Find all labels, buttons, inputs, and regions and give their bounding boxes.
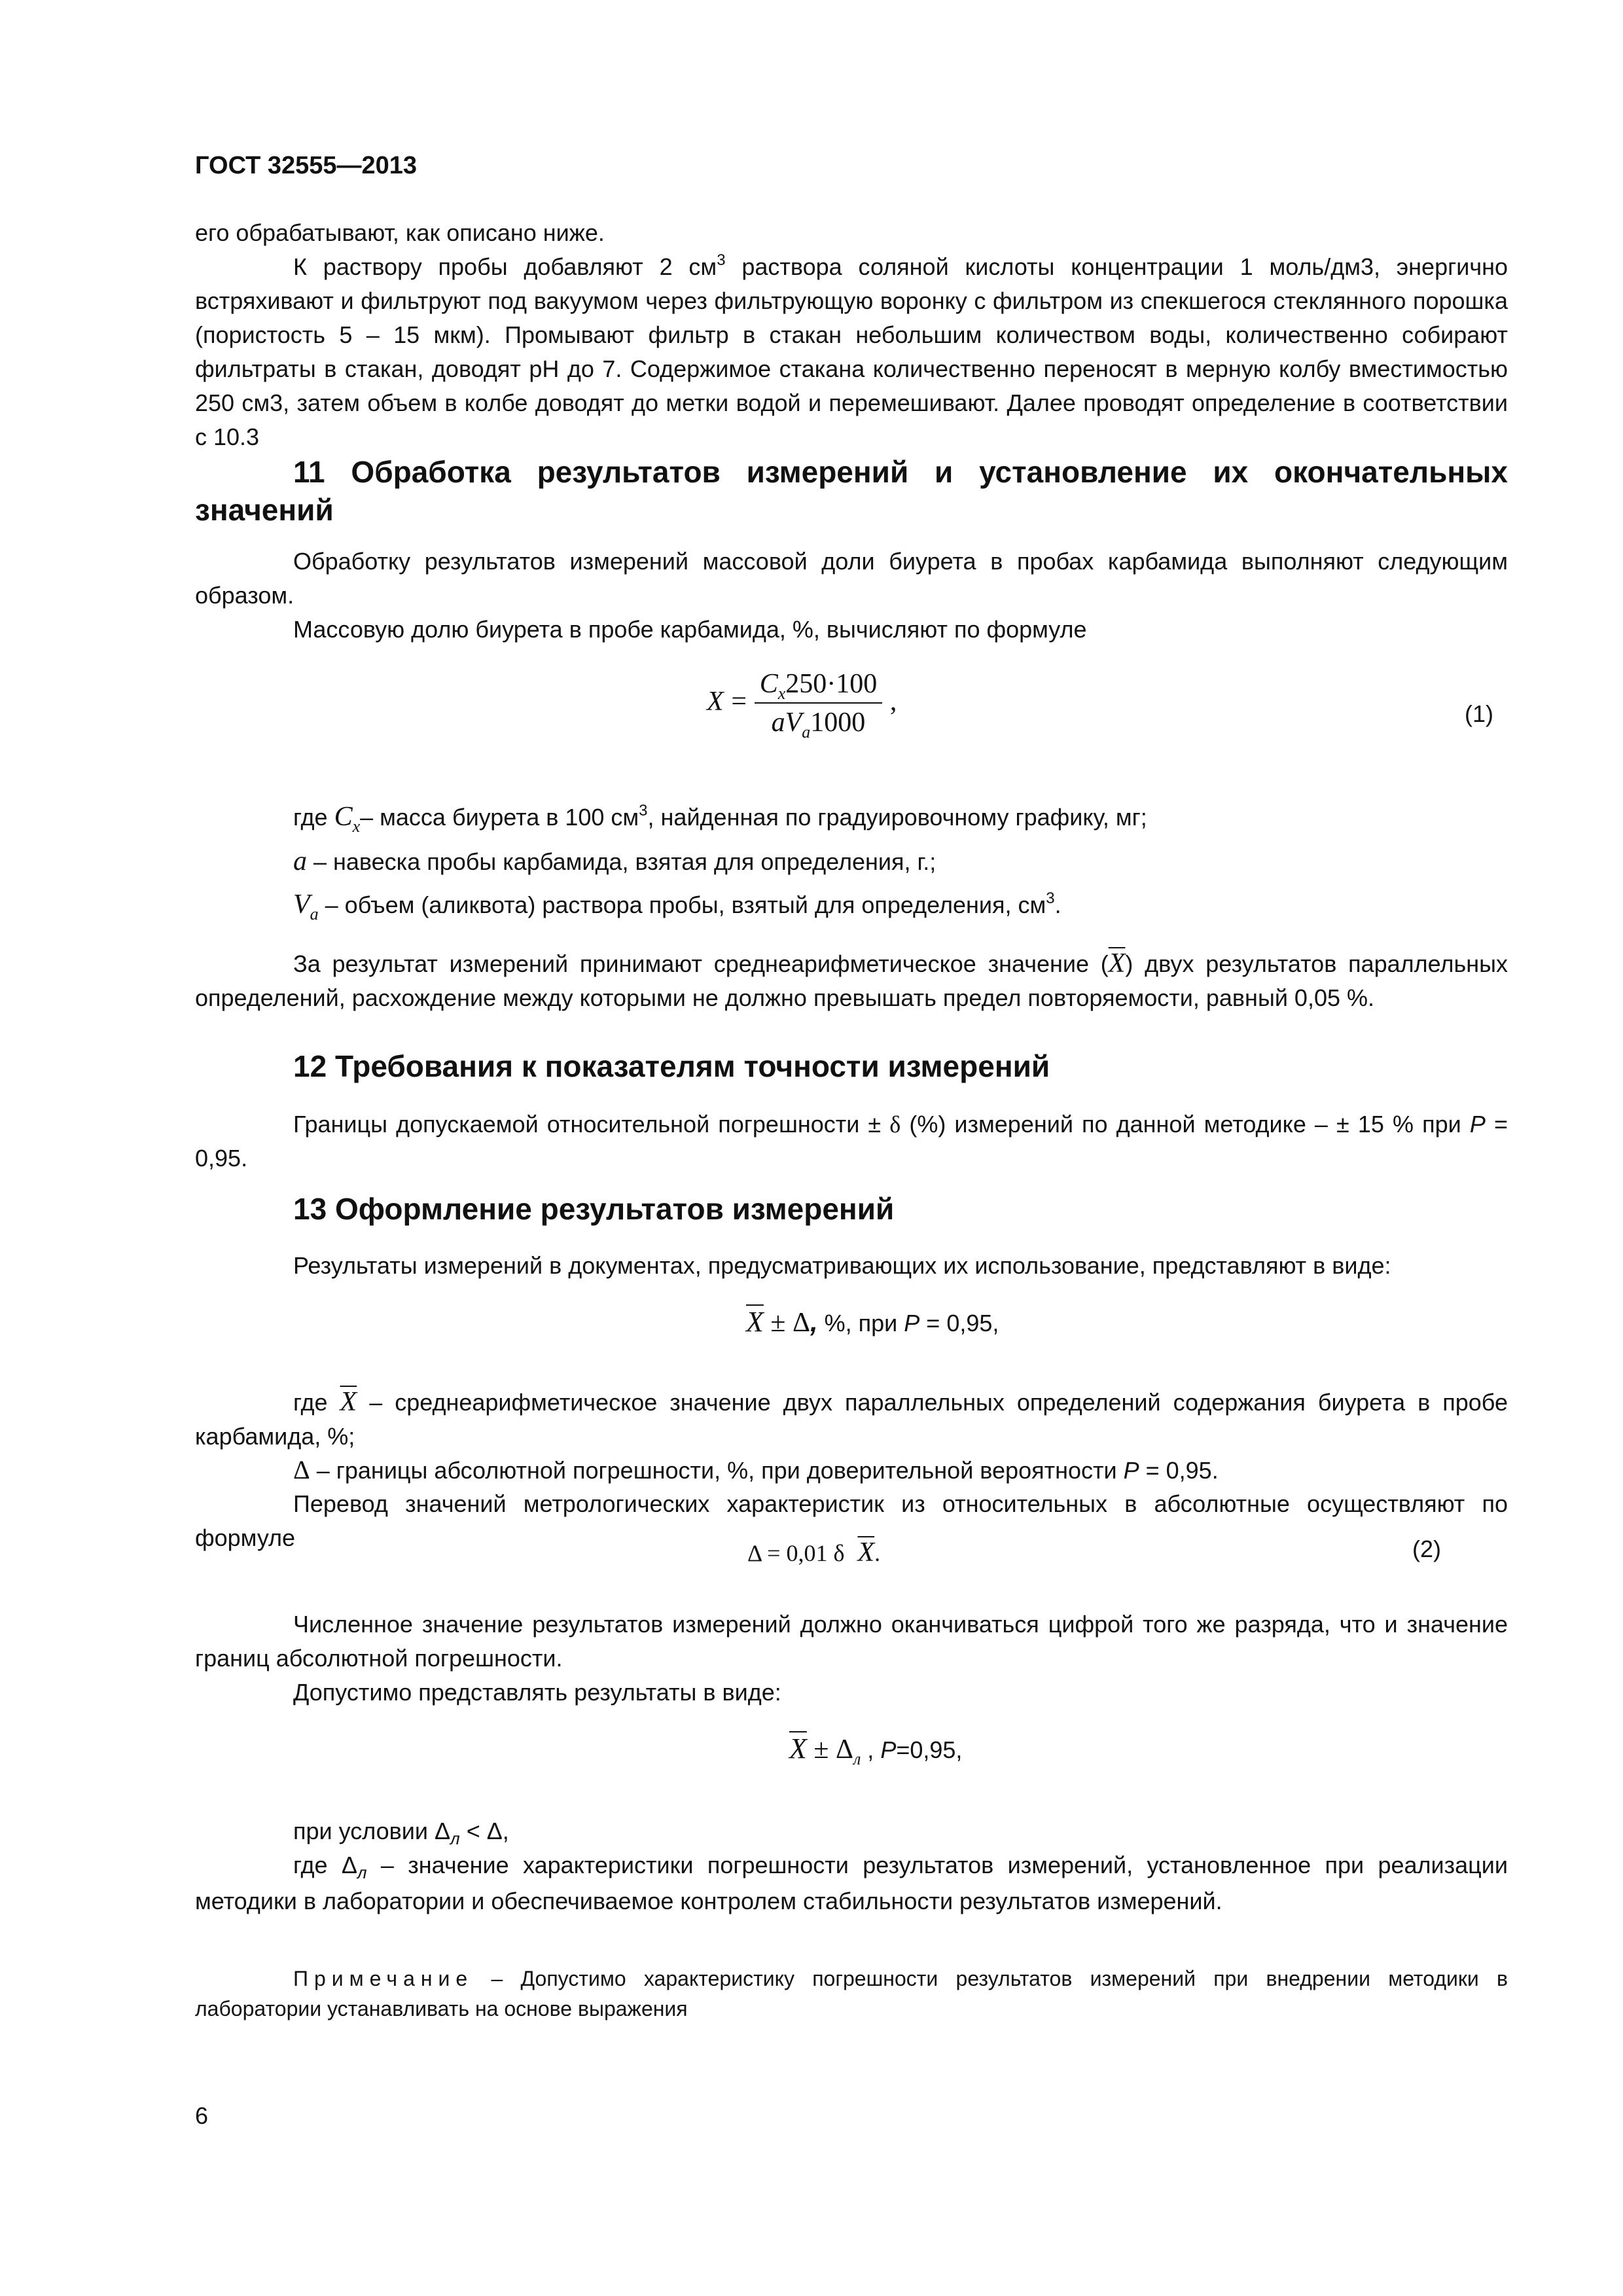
where-a-line: a – навеска пробы карбамида, взятая для определения, г.; — [293, 846, 936, 876]
where-delta-line: Δ – границы абсолютной погрешности, %, при доверительной вероятности P = 0,95. — [293, 1455, 1219, 1484]
page-number: 6 — [195, 2102, 209, 2129]
document-code-header: ГОСТ 32555—2013 — [195, 152, 418, 179]
section-11-para-1: Обработку результатов измерений массовой доли биурета в пробах карбамида выполняют следующим образом. — [195, 548, 1508, 609]
lab-result-formula: $\overline{X} \pm \Delta_л$ , P=0,95, — [789, 1732, 963, 1768]
section-12-heading: 12 Требования к показателям точности измерений — [293, 1049, 1050, 1083]
section-13-para-2: Перевод значений метрологических характеристик из относительных в абсолютные осуществляют по формуле — [195, 1490, 1508, 1551]
dilution-paragraph: К раствору пробы добавляют 2 $см^3$ раствора соляной кислоты концентрации 1 моль/дм3, энергично встряхивают и фильтруют под вакуумом через фильтрующую воронку с фильтром из спекшегося стеклянного порошка (пористость 5 – 15 мкм). Промывают фильтр в стакан небольшим количеством воды, количественно собирают фильтраты в стакан, доводят рН до 7. Содержимое стакана количественно переносят в мерную колбу вместимостью 250 см3, затем объем в колбе доводят до метки водой и перемешивают. Далее проводят определение в соответствии с 10.3 — [195, 251, 1508, 450]
continued-paragraph: его обрабатывают, как описано ниже. — [195, 219, 605, 246]
section-13-heading: 13 Оформление результатов измерений — [293, 1192, 895, 1226]
section-11-heading: 11 Обработка результатов измерений и установление их окончательных значений — [195, 455, 1508, 527]
formula-2: Δ = 0,01 δ $\overline{X}$. — [747, 1537, 881, 1568]
note-paragraph: Примечание – Допустимо характеристику погрешности результатов измерений при внедрении методики в лаборатории устанавливать на основе выражения — [195, 1967, 1508, 2020]
section-13-para-5: где $\Delta_л$ – значение характеристики погрешности результатов измерений, установленное при реализации методики в лаборатории и обеспечиваемое контролем стабильности результатов измерений. — [195, 1852, 1508, 1914]
section-11-para-3: За результат измерений принимают среднеарифметическое значение $(\overline{X})$ двух результатов параллельных определений, расхождение между которыми не должно превышать предел повторяемости, равный 0,05 %. — [195, 948, 1508, 1011]
where-va-line: $V_a$ – объем (аликвота) раствора пробы, взятый для определения, $см^3$. — [293, 889, 1061, 924]
section-13-para-3: Численное значение результатов измерений должно оканчиваться цифрой того же разряда, что и значение границ абсолютной погрешности. — [195, 1611, 1508, 1672]
where-x-paragraph: где $\overline{X}$ – среднеарифметическое значение двух параллельных определений содержания биурета в пробе карбамида, %; — [195, 1387, 1508, 1450]
section-11-para-2: Массовую долю биурета в пробе карбамида, %, вычисляют по формуле — [293, 616, 1087, 643]
section-13-para-4: Допустимо представлять результаты в виде: — [293, 1679, 781, 1706]
section-13-para-1: Результаты измерений в документах, предусматривающих их использование, представляют в виде: — [293, 1252, 1391, 1279]
formula-1-number: (1) — [1465, 700, 1493, 727]
formula-1-fraction: $\frac{C_x250\cdot 100}{aV_a1000}$ — [755, 668, 883, 738]
where-cx-line: где $C_x-$ масса биурета в 100 $см^3$, найденная по градуировочному графику, мг; — [293, 802, 1147, 836]
formula-1: X = $\frac{C_x250\cdot 100}{aV_a1000}$ , — [707, 669, 897, 742]
result-form-formula: $\overline{X} \pm \Delta$, %, при P = 0,95, — [746, 1306, 999, 1338]
condition-line: при условии $\Delta_л < \Delta$, — [293, 1818, 509, 1848]
section-12-para: Границы допускаемой относительной погрешности ± δ (%) измерений по данной методике – ± 15 % при P = 0,95. — [195, 1111, 1508, 1172]
formula-2-number: (2) — [1412, 1535, 1441, 1562]
